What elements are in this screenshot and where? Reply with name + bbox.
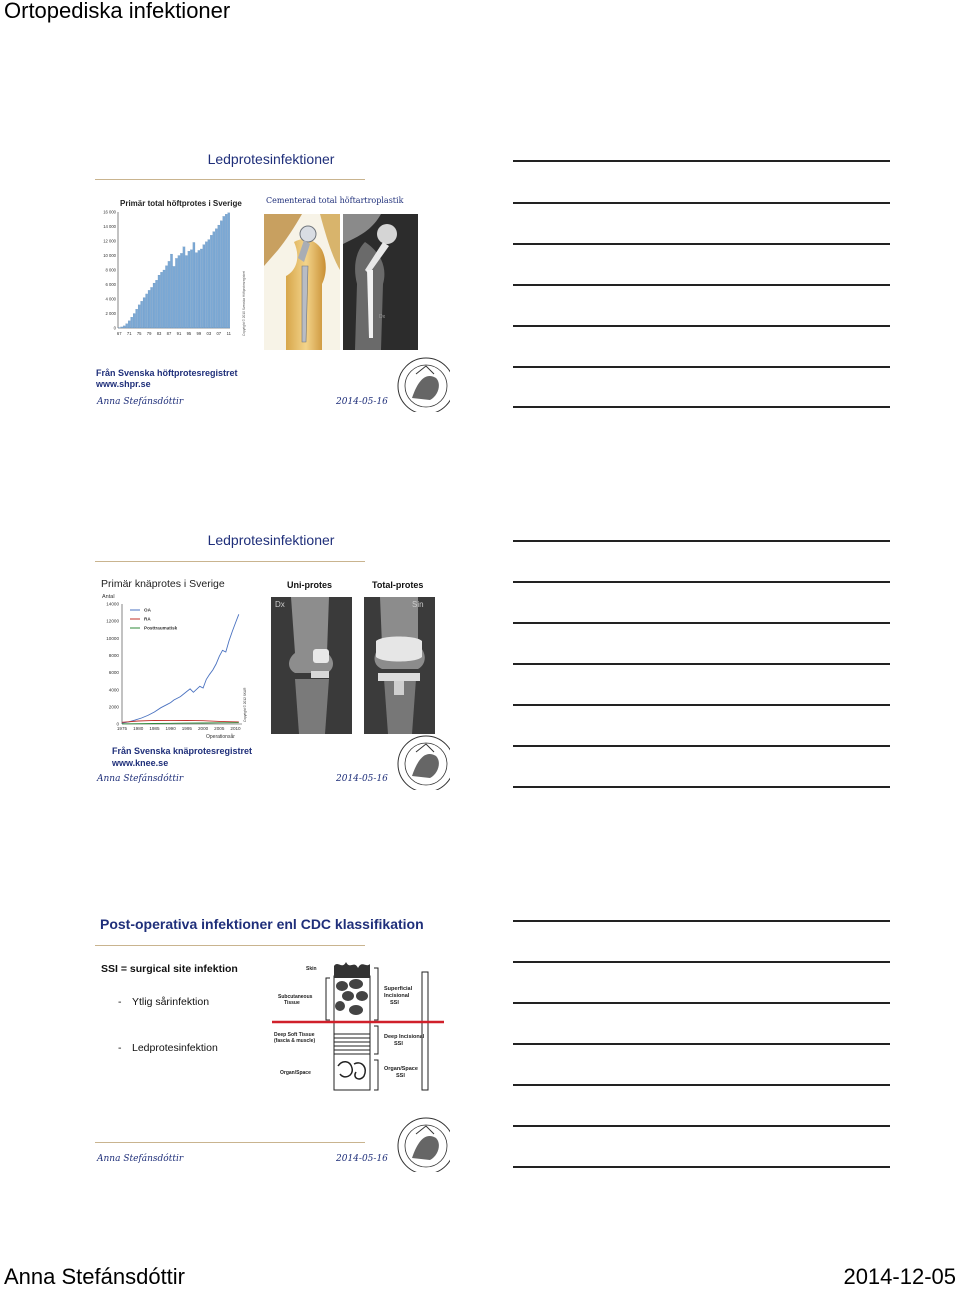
note-line [513, 622, 890, 624]
diagram-superficial-ssi-label: SSI [390, 1000, 399, 1006]
y-tick-label: 0 [114, 326, 117, 331]
bar [228, 213, 230, 328]
footer-author: Anna Stefánsdóttir [97, 397, 183, 407]
bar [170, 254, 172, 328]
diagram-organ-label: Organ/Space [280, 1070, 311, 1076]
page-header-title: Ortopediska infektioner [4, 0, 230, 24]
bar [183, 247, 185, 328]
knee-total-xray-image [364, 597, 435, 734]
legend-label: OA [144, 608, 152, 613]
x-tick-label: 1990 [166, 726, 177, 731]
diagram-superficial-ssi-label: Incisional [384, 993, 410, 999]
bar [208, 240, 210, 328]
y-tick-label: 10000 [106, 636, 119, 641]
xray-marker-dx: Dx [275, 600, 285, 609]
note-line [513, 406, 890, 408]
source-line-1: Från Svenska knäprotesregistret [112, 746, 252, 757]
note-line [513, 540, 890, 542]
footer-date: 2014-05-16 [336, 774, 388, 784]
y-tick-label: 6000 [109, 670, 120, 675]
bar [126, 324, 128, 328]
hip-bar-chart [94, 186, 254, 354]
bar [131, 317, 133, 328]
x-tick-label: 75 [137, 331, 142, 336]
x-tick-label: 99 [197, 331, 202, 336]
bar [128, 321, 130, 328]
y-tick-label: 2000 [109, 704, 120, 709]
diagram-deep-ssi-label: SSI [394, 1041, 403, 1047]
slide-3 [90, 912, 452, 1159]
note-line [513, 202, 890, 204]
bullet-dash: - [118, 1042, 122, 1054]
x-tick-label: 1995 [182, 726, 193, 731]
y-tick-label: 14 000 [103, 224, 116, 229]
bullet-ledprotes: Ledprotesinfektion [132, 1042, 218, 1054]
bar [198, 250, 200, 328]
x-tick-label: 2000 [198, 726, 209, 731]
footer-author: Anna Stefánsdóttir [97, 1154, 183, 1164]
bar [123, 326, 125, 328]
knee-chart-copyright: Copyright © 2012 SKAR [243, 687, 247, 722]
slide-1 [90, 146, 452, 393]
x-tick-label: 11 [227, 331, 232, 336]
hip-chart-copyright: Copyright © 2010 Svenska Höftprotesregistret [242, 271, 246, 336]
y-tick-label: 8 000 [106, 268, 117, 273]
bar [165, 266, 167, 328]
document-footer-date: 2014-12-05 [843, 1264, 956, 1290]
slide-title: Ledprotesinfektioner [90, 151, 452, 167]
title-rule [95, 561, 365, 562]
x-tick-label: 87 [167, 331, 172, 336]
hip-prosthesis-illustration [264, 214, 340, 350]
y-tick-label: 4000 [109, 687, 120, 692]
note-line [513, 663, 890, 665]
diagram-skin-label: Skin [306, 966, 317, 972]
source-line-2: www.shpr.se [96, 379, 151, 390]
x-tick-label: 03 [207, 331, 212, 336]
note-line [513, 786, 890, 788]
title-rule [95, 945, 365, 946]
bar [188, 251, 190, 328]
diagram-organ-ssi-label: Organ/Space [384, 1066, 418, 1072]
note-line [513, 920, 890, 922]
x-tick-label: 95 [187, 331, 192, 336]
source-line-2: www.knee.se [112, 758, 168, 769]
x-tick-label: 83 [157, 331, 162, 336]
y-tick-label: 0 [116, 722, 119, 727]
bar [151, 287, 153, 328]
diagram-subcutaneous-label: Subcutaneous [278, 994, 313, 1000]
bar [205, 242, 207, 328]
bullet-ytlig: Ytlig sårinfektion [132, 996, 209, 1008]
note-line [513, 243, 890, 245]
legend-label: RA [144, 617, 151, 622]
y-tick-label: 12 000 [103, 239, 116, 244]
title-rule [95, 179, 365, 180]
y-tick-label: 4 000 [106, 297, 117, 302]
knee-line-chart [96, 592, 256, 742]
slide-title: Ledprotesinfektioner [90, 532, 452, 548]
bar [213, 232, 215, 328]
xray-marker-sin: Sin [412, 600, 424, 609]
note-line [513, 160, 890, 162]
ssi-classification-diagram [272, 956, 446, 1096]
x-tick-label: 71 [127, 331, 132, 336]
lund-university-seal-icon [386, 354, 450, 412]
bar [223, 216, 225, 328]
x-tick-label: 2010 [230, 726, 241, 731]
note-line [513, 1084, 890, 1086]
y-tick-label: 12000 [106, 619, 119, 624]
x-tick-label: 67 [117, 331, 122, 336]
x-tick-label: 2005 [214, 726, 225, 731]
x-tick-label: 79 [147, 331, 152, 336]
bar [193, 242, 195, 328]
bar [185, 256, 187, 329]
bar [215, 229, 217, 328]
bar [133, 314, 135, 329]
bar [175, 258, 177, 328]
knee-subtitle: Primär knäprotes i Sverige [101, 578, 225, 590]
diagram-deep-tissue-label: (fascia & muscle) [274, 1038, 315, 1044]
bar [136, 309, 138, 328]
image-caption: Cementerad total höftartroplastik [266, 196, 403, 205]
note-line [513, 284, 890, 286]
bar [218, 225, 220, 328]
bar [225, 214, 227, 328]
note-line [513, 1166, 890, 1168]
bar [138, 305, 140, 328]
bar [173, 266, 175, 328]
bar [190, 250, 192, 328]
x-tick-label: 91 [177, 331, 182, 336]
bar [210, 235, 212, 328]
hip-chart-title: Primär total höftprotes i Sverige [120, 199, 242, 208]
series-line-posttraumatisk [122, 723, 239, 724]
footer-date: 2014-05-16 [336, 397, 388, 407]
note-line [513, 745, 890, 747]
bar [195, 253, 197, 328]
bar [158, 275, 160, 328]
knee-uni-xray-image [271, 597, 352, 734]
legend-label: Posttraumatisk [144, 626, 178, 631]
knee-chart-subtitle: Antal [102, 594, 115, 600]
bar [203, 245, 205, 328]
series-line-oa [122, 614, 239, 723]
bar [160, 272, 162, 328]
bar [200, 249, 202, 328]
label-uni-protes: Uni-protes [287, 580, 332, 590]
svg-text:Dx: Dx [379, 314, 386, 320]
y-tick-label: 2 000 [106, 311, 117, 316]
bar [220, 221, 222, 328]
footer-date: 2014-05-16 [336, 1154, 388, 1164]
y-tick-label: 8000 [109, 653, 120, 658]
diagram-deep-tissue-label: Deep Soft Tissue [274, 1032, 315, 1038]
footer-rule [95, 1142, 365, 1143]
bar [155, 280, 157, 328]
diagram-deep-ssi-label: Deep Incisional [384, 1034, 425, 1040]
bar [180, 253, 182, 328]
y-tick-label: 6 000 [106, 282, 117, 287]
note-line [513, 325, 890, 327]
ssi-definition: SSI = surgical site infektion [101, 963, 238, 975]
source-line-1: Från Svenska höftprotesregistret [96, 368, 238, 379]
y-tick-label: 14000 [106, 602, 119, 607]
bar [168, 261, 170, 328]
note-line [513, 581, 890, 583]
x-tick-label: 07 [216, 331, 221, 336]
note-line [513, 366, 890, 368]
slide-2 [90, 528, 452, 775]
diagram-superficial-ssi-label: Superficial [384, 986, 413, 992]
diagram-subcutaneous-label: Tissue [284, 1000, 300, 1006]
note-line [513, 1043, 890, 1045]
hip-xray-image [343, 214, 418, 350]
bar [143, 298, 145, 328]
bullet-dash: - [118, 996, 122, 1008]
note-line [513, 961, 890, 963]
slide-title: Post-operativa infektioner enl CDC klassifikation [100, 916, 424, 932]
lund-university-seal-icon [386, 1114, 450, 1172]
series-line-ra [122, 720, 239, 722]
note-line [513, 1125, 890, 1127]
bar [178, 256, 180, 329]
bar [163, 270, 165, 328]
note-line [513, 1002, 890, 1004]
bar [146, 294, 148, 328]
label-total-protes: Total-protes [372, 580, 423, 590]
footer-author: Anna Stefánsdóttir [97, 774, 183, 784]
x-tick-label: 1975 [117, 726, 128, 731]
diagram-organ-ssi-label: SSI [396, 1073, 405, 1079]
lund-university-seal-icon [386, 732, 450, 790]
x-tick-label: 1980 [133, 726, 144, 731]
bar [148, 290, 150, 328]
y-tick-label: 10 000 [103, 253, 116, 258]
y-tick-label: 16 000 [103, 210, 116, 215]
bar [121, 327, 123, 328]
note-line [513, 704, 890, 706]
knee-xlabel: Operationsår [206, 733, 235, 740]
document-footer-author: Anna Stefánsdóttir [4, 1264, 185, 1290]
x-tick-label: 1985 [149, 726, 160, 731]
bar [141, 301, 143, 328]
bar [153, 283, 155, 328]
